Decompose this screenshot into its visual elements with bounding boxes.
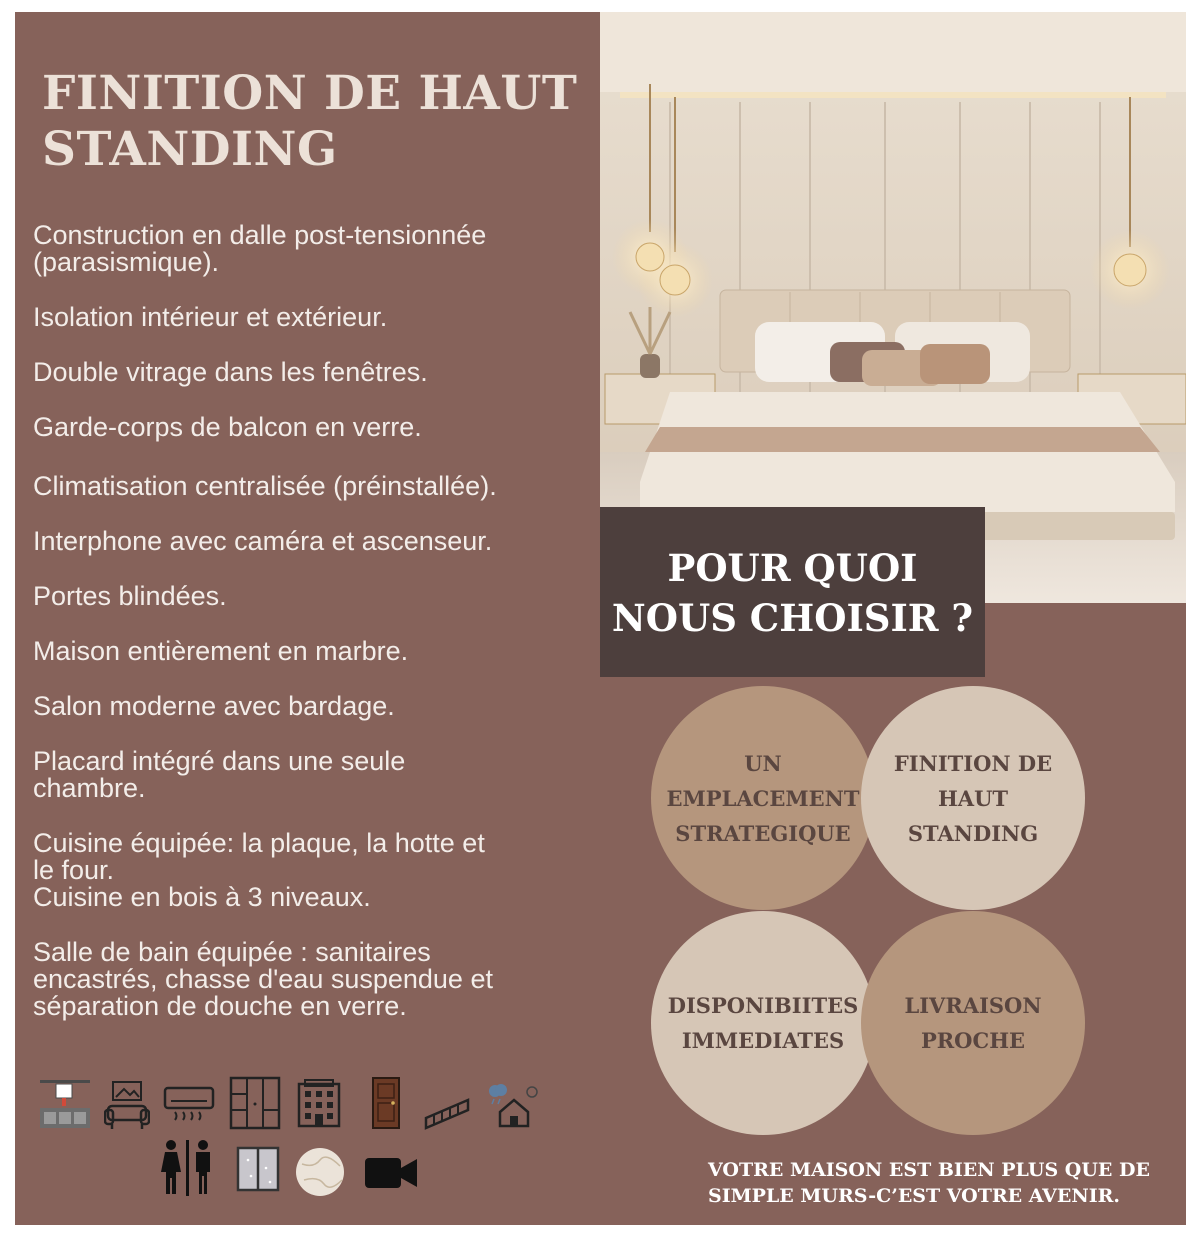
restroom-icon — [157, 1138, 217, 1198]
feature-item: Interphone avec caméra et ascenseur. — [33, 526, 493, 556]
page-title: FINITION DE HAUT STANDING — [42, 66, 578, 177]
headline-box — [600, 507, 985, 677]
feature-item: Cuisine équipée: la plaque, la hotte et le four. — [33, 828, 485, 885]
video-camera-icon — [363, 1156, 419, 1190]
railing-icon — [424, 1090, 470, 1130]
kitchen-icon — [38, 1078, 92, 1130]
feature-item: Garde-corps de balcon en verre. — [33, 412, 422, 442]
feature-item: Salle de bain équipée : sanitaires encastrés, chasse d'eau suspendue et séparation de douche en verre. — [33, 937, 493, 1021]
wardrobe-icon — [229, 1076, 281, 1130]
sofa-icon — [104, 1080, 150, 1130]
tagline: VOTRE MAISON EST BIEN PLUS QUE DE SIMPLE MURS-C’EST VOTRE AVENIR. — [708, 1159, 1150, 1207]
feature-list — [33, 222, 593, 1048]
window-icon — [236, 1146, 280, 1192]
feature-item: Salon moderne avec bardage. — [33, 691, 395, 721]
reason-circle-finish — [861, 686, 1085, 910]
reason-label: UN EMPLACEMENT STRATEGIQUE — [666, 750, 860, 846]
feature-item: Cuisine en bois à 3 niveaux. — [33, 882, 371, 912]
reason-label: LIVRAISON PROCHE — [904, 993, 1042, 1053]
air-conditioner-icon — [163, 1086, 215, 1124]
feature-item: Isolation intérieur et extérieur. — [33, 302, 388, 332]
door-icon — [371, 1076, 401, 1130]
reason-circle-availability — [651, 911, 875, 1135]
feature-item: Climatisation centralisée (préinstallée). — [33, 471, 497, 501]
building-icon — [295, 1078, 343, 1128]
reason-label: FINITION DE HAUT STANDING — [893, 750, 1053, 846]
headline: POUR QUOI NOUS CHOISIR ? — [611, 546, 974, 640]
reason-circle-delivery — [861, 911, 1085, 1135]
feature-item: Portes blindées. — [33, 581, 227, 611]
feature-item: Placard intégré dans une seule chambre. — [33, 746, 406, 803]
reason-circle-location — [651, 686, 875, 910]
reason-label: DISPONIBIITES IMMEDIATES — [667, 993, 859, 1053]
marble-icon — [294, 1146, 346, 1198]
feature-item: Construction en dalle post-tensionnée (parasismique). — [33, 220, 487, 277]
feature-item: Maison entièrement en marbre. — [33, 636, 409, 666]
house-weather-insulation-icon — [486, 1082, 542, 1130]
feature-item: Double vitrage dans les fenêtres. — [33, 357, 428, 387]
